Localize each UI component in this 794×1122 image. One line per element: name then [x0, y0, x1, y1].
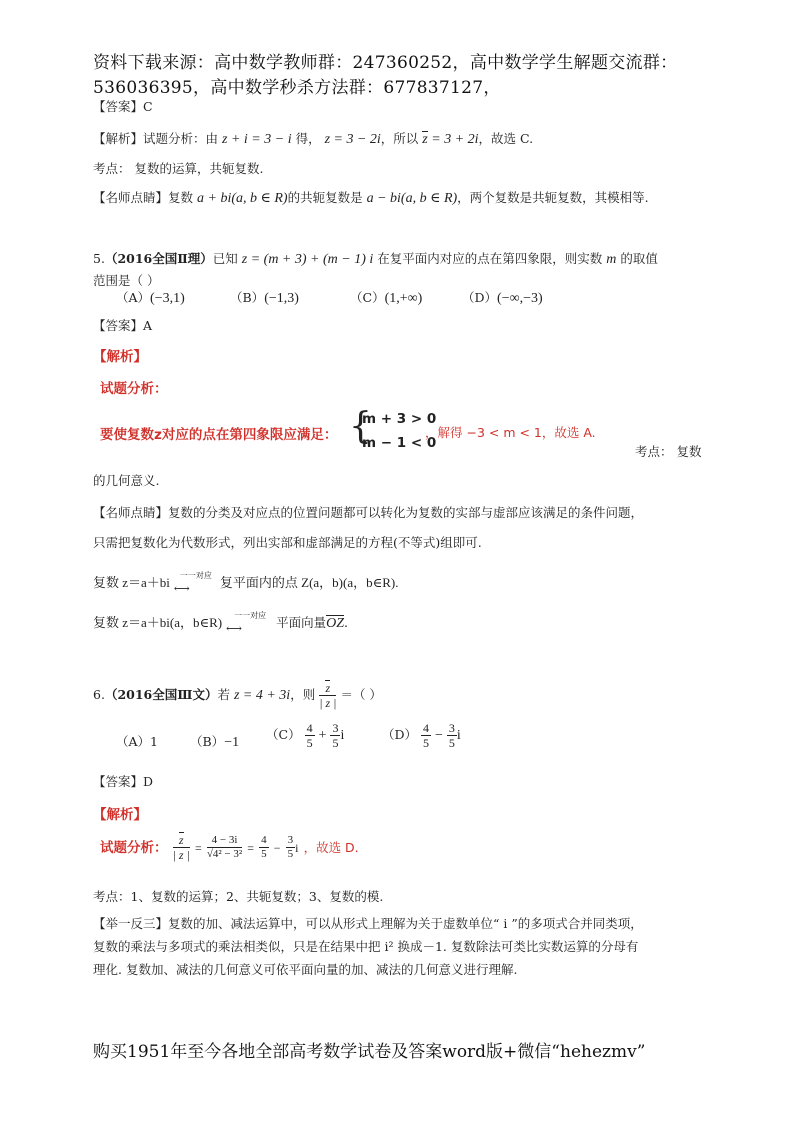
header-line-2: 536036395，高中数学秒杀方法群：677837127， [93, 78, 501, 98]
header-line-1: 资料下载来源：高中数学教师群：247360252，高中数学学生解题交流群： [93, 53, 678, 73]
q6-option-b: （B）−1 [190, 734, 240, 750]
q4-tip: 【名师点睛】复数 a + bi(a, b ∈ R)的共轭复数是 a − bi(a, b ∈ R)，两个复数是共轭复数，其模相等. [93, 190, 649, 206]
q4-kaodian: 考点： 复数的运算，共轭复数. [93, 161, 264, 176]
system-brace: { [349, 406, 372, 447]
system-eq-1: m + 3 > 0 [362, 411, 437, 427]
q5-option-a: （A）(−3,1) [116, 290, 185, 306]
q5-tip-line1: 【名师点睛】复数的分类及对应点的位置问题都可以转化为复数的实部与虚部应该满足的条件问题， [93, 505, 644, 520]
q6-ext-line2: 复数的乘法与多项式的乘法相类似，只是在结果中把 i² 换成－1. 复数除法可类比实数运算的分母有 [93, 939, 639, 954]
q5-option-c: （C）(1,+∞) [350, 290, 423, 306]
vector-oz: OZ [326, 616, 345, 631]
q6-kaodian: 考点：1、复数的运算；2、共轭复数；3、复数的模. [93, 889, 384, 904]
q5-map-2: 复数 z＝a＋bi(a，b∈R) 一一对应 ⟷ 平面向量OZ. [93, 610, 348, 635]
q5-map-1: 复数 z＝a＋bi 一一对应 ⟷ 复平面内的点 Z(a，b)(a，b∈R). [93, 570, 399, 595]
q5-red-pre: 要使复数z对应的点在第四象限应满足： [100, 427, 338, 443]
q5-stem: 5.（2016全国Ⅱ理）已知 z = (m + 3) + (m − 1) i 在复平面内对应的点在第四象限，则实数 m 的取值 [93, 251, 658, 267]
q6-option-c: （C） $\frac{4}{5}$ + $\frac{3}{5}$ i [266, 721, 345, 750]
q6-stem: 6.（2016全国Ⅲ文）若 z = 4 + 3i，则 $\frac{z}{| z |}$ ＝（ ） [93, 681, 382, 710]
q4-analysis: 【解析】试题分析：由 z + i = 3 − i 得， z = 3 − 2i，所以 z = 3 + 2i，故选 C. [93, 131, 534, 147]
q5-fenxi: 试题分析： [100, 381, 168, 397]
footer-ad: 购买1951年至今各地全部高考数学试卷及答案word版+微信“hehezmv” [93, 1042, 646, 1062]
system-eq-2: m − 1 < 0 [362, 435, 437, 451]
bidirectional-arrow-icon: 一一对应 ⟷ [173, 570, 212, 595]
q6-option-a: （A）1 [116, 734, 158, 749]
q5-tip-label: 【名师点睛】 [93, 505, 169, 520]
q6-stem-fraction: $\frac{z}{| z |}$ [319, 681, 337, 710]
q6-ext-line1: 【举一反三】复数的加、减法运算中，可以从形式上理解为关于虚数单位“ i ”的多项式合并同类项， [93, 916, 643, 931]
q4-tip-label: 【名师点睛】 [93, 190, 169, 205]
q4-analysis-label: 【解析】 [93, 131, 144, 146]
q6-jiexi: 【解析】 [93, 807, 147, 823]
q5-jiexi: 【解析】 [93, 349, 147, 365]
q6-answer: 【答案】D [93, 774, 154, 789]
q5-answer: 【答案】A [93, 318, 153, 333]
q5-kaodian-right: 考点： 复数 [635, 444, 702, 459]
bidirectional-arrow-icon: 一一对应 ⟷ [226, 610, 267, 635]
q4-answer: 【答案】C [93, 99, 153, 114]
q6-option-d: （D） $\frac{4}{5}$ − $\frac{3}{5}$ i [382, 721, 461, 750]
q5-option-b: （B）(−1,3) [230, 290, 299, 306]
q5-kaodian-cont: 的几何意义. [93, 473, 160, 488]
q5-stem-line2: 范围是（ ） [93, 273, 160, 288]
q6-calc: 试题分析： $\frac{z}{| z |}$ = $\frac{4 - 3i}{\text{√4² − 3²}}$ = $\frac{4}{5}$ − $\frac{3}{5}$ i ，故选 D. [100, 833, 359, 862]
q5-red-post: ，解得 −3 < m < 1，故选 A. [425, 425, 596, 440]
q5-tip-line2: 只需把复数化为代数形式，列出实部和虚部满足的方程(不等式)组即可. [93, 535, 482, 550]
q6-ext-line3: 理化. 复数加、减法的几何意义可依平面向量的加、减法的几何意义进行理解. [93, 962, 518, 977]
q5-option-d: （D）(−∞,−3) [462, 290, 543, 306]
